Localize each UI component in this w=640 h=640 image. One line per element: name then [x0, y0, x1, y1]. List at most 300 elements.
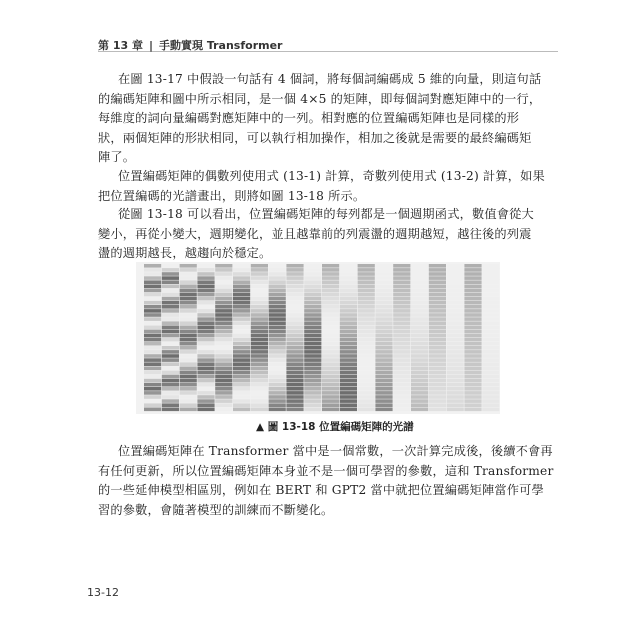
spectrum-cell [269, 362, 286, 366]
spectrum-cell [269, 317, 286, 321]
spectrum-cell [464, 367, 481, 371]
spectrum-cell [251, 280, 268, 284]
spectrum-cell [358, 305, 375, 309]
spectrum-cell [411, 350, 428, 354]
spectrum-cell [162, 403, 179, 407]
spectrum-cell [286, 280, 303, 284]
spectrum-cell [180, 297, 197, 301]
spectrum-cell [447, 280, 464, 284]
spectrum-cell [393, 301, 410, 305]
spectrum-cell [375, 285, 392, 289]
spectrum-cell [322, 342, 339, 346]
spectrum-cell [482, 313, 499, 317]
spectrum-cell [269, 354, 286, 358]
spectrum-cell [162, 326, 179, 330]
spectrum-cell [286, 317, 303, 321]
spectrum-cell [144, 403, 161, 407]
spectrum-cell [180, 301, 197, 305]
spectrum-cell [411, 379, 428, 383]
chapter-number: 第 13 章 [98, 39, 143, 52]
spectrum-cell [304, 395, 321, 399]
spectrum-cell [429, 399, 446, 403]
spectrum-cell [197, 367, 214, 371]
spectrum-cell [482, 317, 499, 321]
spectrum-cell [411, 391, 428, 395]
spectrum-cell [393, 395, 410, 399]
text-line: 在圖 13-17 中假設一句話有 4 個詞，將每個詞編碼成 5 維的向量，則這句話 [118, 72, 542, 86]
spectrum-cell [162, 338, 179, 342]
spectrum-cell [464, 358, 481, 362]
spectrum-cell [340, 399, 357, 403]
spectrum-cell [197, 342, 214, 346]
spectrum-cell [233, 321, 250, 325]
spectrum-cell [358, 276, 375, 280]
spectrum-cell [215, 399, 232, 403]
spectrum-cell [322, 293, 339, 297]
spectrum-cell [322, 379, 339, 383]
spectrum-cell [375, 346, 392, 350]
spectrum-cell [358, 399, 375, 403]
spectrum-cell [358, 354, 375, 358]
spectrum-cell [482, 338, 499, 342]
spectrum-cell [269, 367, 286, 371]
spectrum-cell [233, 350, 250, 354]
spectrum-cell [447, 305, 464, 309]
spectrum-cell [429, 285, 446, 289]
text-line: 的編碼矩陣和圖中所示相同，是一個 4×5 的矩陣，即每個詞對應矩陣中的一行， [98, 91, 542, 106]
spectrum-cell [340, 362, 357, 366]
text-line: 從圖 13-18 可以看出，位置編碼矩陣的每列都是一個週期函式，數值會從大 [118, 207, 534, 221]
spectrum-cell [322, 371, 339, 375]
spectrum-cell [197, 354, 214, 358]
spectrum-cell [358, 403, 375, 407]
spectrum-cell [447, 371, 464, 375]
spectrum-cell [269, 395, 286, 399]
spectrum-cell [233, 264, 250, 268]
spectrum-cell [251, 371, 268, 375]
spectrum-cell [429, 334, 446, 338]
spectrum-cell [358, 264, 375, 268]
spectrum-cell [215, 375, 232, 379]
spectrum-cell [447, 408, 464, 412]
spectrum-cell [375, 362, 392, 366]
spectrum-cell [180, 362, 197, 366]
spectrum-cell [304, 297, 321, 301]
spectrum-cell [464, 403, 481, 407]
spectrum-cell [358, 293, 375, 297]
spectrum-cell [411, 326, 428, 330]
spectrum-cell [340, 317, 357, 321]
spectrum-cell [340, 371, 357, 375]
spectrum-cell [269, 309, 286, 313]
spectrum-cell [180, 330, 197, 334]
spectrum-cell [393, 371, 410, 375]
spectrum-cell [162, 346, 179, 350]
spectrum-cell [197, 309, 214, 313]
spectrum-cell [251, 289, 268, 293]
spectrum-cell [447, 338, 464, 342]
spectrum-cell [304, 346, 321, 350]
spectrum-cell [215, 280, 232, 284]
spectrum-cell [340, 342, 357, 346]
spectrum-cell [215, 268, 232, 272]
spectrum-cell [375, 408, 392, 412]
spectrum-cell [233, 367, 250, 371]
spectrum-cell [304, 317, 321, 321]
spectrum-cell [322, 387, 339, 391]
spectrum-cell [447, 387, 464, 391]
spectrum-cell [251, 285, 268, 289]
spectrum-cell [304, 408, 321, 412]
spectrum-cell [144, 379, 161, 383]
spectrum-cell [269, 264, 286, 268]
spectrum-cell [162, 272, 179, 276]
paragraph-2 [98, 167, 545, 206]
spectrum-cell [162, 399, 179, 403]
spectrum-cell [322, 272, 339, 276]
spectrum-cell [251, 330, 268, 334]
spectrum-cell [197, 403, 214, 407]
spectrum-cell [233, 371, 250, 375]
spectrum-cell [375, 379, 392, 383]
spectrum-cell [358, 321, 375, 325]
spectrum-cell [322, 346, 339, 350]
spectrum-cell [464, 371, 481, 375]
spectrum-cell [464, 280, 481, 284]
spectrum-cell [215, 358, 232, 362]
spectrum-cell [197, 387, 214, 391]
spectrum-cell [393, 387, 410, 391]
spectrum-cell [251, 391, 268, 395]
spectrum-cell [482, 293, 499, 297]
spectrum-cell [144, 367, 161, 371]
spectrum-cell [197, 285, 214, 289]
spectrum-cell [162, 305, 179, 309]
spectrum-cell [304, 371, 321, 375]
spectrum-cell [215, 391, 232, 395]
spectrum-cell [233, 297, 250, 301]
spectrum-cell [180, 408, 197, 412]
spectrum-cell [482, 346, 499, 350]
spectrum-cell [393, 285, 410, 289]
spectrum-cell [269, 358, 286, 362]
spectrum-cell [375, 321, 392, 325]
text-line: 有任何更新，所以位置編碼矩陣本身並不是一個可學習的參數，這和 Transformer [98, 463, 554, 478]
spectrum-cell [375, 375, 392, 379]
spectrum-cell [162, 280, 179, 284]
spectrum-cell [482, 350, 499, 354]
spectrum-cell [482, 276, 499, 280]
spectrum-cell [447, 301, 464, 305]
spectrum-cell [233, 395, 250, 399]
spectrum-cell [322, 280, 339, 284]
spectrum-cell [233, 305, 250, 309]
spectrum-cell [340, 408, 357, 412]
spectrum-cell [180, 317, 197, 321]
spectrum-cell [251, 313, 268, 317]
spectrum-cell [447, 321, 464, 325]
spectrum-cell [358, 297, 375, 301]
spectrum-cell [233, 391, 250, 395]
spectrum-cell [251, 403, 268, 407]
spectrum-cell [251, 408, 268, 412]
spectrum-cell [464, 276, 481, 280]
spectrum-cell [286, 408, 303, 412]
spectrum-cell [269, 326, 286, 330]
spectrum-cell [393, 391, 410, 395]
spectrum-cell [482, 321, 499, 325]
spectrum-cell [464, 408, 481, 412]
spectrum-cell [144, 371, 161, 375]
spectrum-cell [304, 313, 321, 317]
spectrum-cell [180, 379, 197, 383]
spectrum-cell [215, 371, 232, 375]
spectrum-cell [358, 358, 375, 362]
spectrum-cell [322, 354, 339, 358]
spectrum-cell [144, 362, 161, 366]
spectrum-cell [375, 272, 392, 276]
spectrum-cell [180, 387, 197, 391]
spectrum-cell [482, 309, 499, 313]
spectrum-cell [429, 403, 446, 407]
spectrum-cell [464, 334, 481, 338]
spectrum-cell [180, 391, 197, 395]
spectrum-cell [269, 268, 286, 272]
spectrum-cell [233, 338, 250, 342]
spectrum-cell [447, 403, 464, 407]
spectrum-cell [233, 358, 250, 362]
spectrum-cell [482, 403, 499, 407]
spectrum-cell [197, 338, 214, 342]
spectrum-cell [251, 338, 268, 342]
spectrum-cell [340, 379, 357, 383]
spectrum-cell [269, 379, 286, 383]
spectrum-cell [393, 346, 410, 350]
spectrum-cell [197, 293, 214, 297]
spectrum-cell [162, 276, 179, 280]
spectrum-cell [215, 330, 232, 334]
spectrum-cell [375, 289, 392, 293]
text-line: 把位置編碼的光譜畫出，則將如圖 13-18 所示。 [98, 188, 366, 203]
spectrum-cell [447, 391, 464, 395]
spectrum-cell [482, 268, 499, 272]
spectrum-cell [447, 293, 464, 297]
spectrum-cell [251, 301, 268, 305]
spectrum-cell [429, 268, 446, 272]
spectrum-cell [180, 313, 197, 317]
spectrum-cell [286, 346, 303, 350]
spectrum-cell [251, 375, 268, 379]
spectrum-cell [358, 395, 375, 399]
spectrum-cell [322, 321, 339, 325]
spectrum-cell [411, 297, 428, 301]
spectrum-cell [482, 379, 499, 383]
spectrum-cell [144, 272, 161, 276]
spectrum-cell [429, 350, 446, 354]
spectrum-cell [411, 330, 428, 334]
spectrum-cell [464, 289, 481, 293]
spectrum-cell [233, 276, 250, 280]
spectrum-cell [375, 395, 392, 399]
spectrum-cell [411, 293, 428, 297]
spectrum-cell [340, 293, 357, 297]
spectrum-cell [464, 346, 481, 350]
spectrum-cell [162, 387, 179, 391]
spectrum-cell [358, 285, 375, 289]
spectrum-cell [304, 272, 321, 276]
spectrum-cell [411, 399, 428, 403]
spectrum-cell [322, 350, 339, 354]
spectrum-cell [304, 350, 321, 354]
spectrum-cell [322, 309, 339, 313]
spectrum-cell [358, 408, 375, 412]
spectrum-cell [375, 297, 392, 301]
spectrum-cell [197, 375, 214, 379]
spectrum-cell [375, 367, 392, 371]
spectrum-cell [322, 317, 339, 321]
spectrum-cell [429, 391, 446, 395]
spectrum-cell [286, 342, 303, 346]
spectrum-cell [197, 379, 214, 383]
spectrum-cell [197, 358, 214, 362]
spectrum-cell [162, 358, 179, 362]
spectrum-cell [304, 403, 321, 407]
spectrum-cell [269, 383, 286, 387]
spectrum-cell [429, 387, 446, 391]
spectrum-cell [322, 289, 339, 293]
spectrum-cell [286, 272, 303, 276]
spectrum-cell [269, 330, 286, 334]
spectrum-cell [144, 350, 161, 354]
spectrum-cell [162, 317, 179, 321]
spectrum-cell [197, 305, 214, 309]
spectrum-cell [411, 268, 428, 272]
spectrum-cell [286, 350, 303, 354]
spectrum-cell [393, 321, 410, 325]
spectrum-cell [340, 367, 357, 371]
spectrum-cell [286, 375, 303, 379]
spectrum-cell [375, 309, 392, 313]
spectrum-cell [286, 334, 303, 338]
spectrum-cell [482, 342, 499, 346]
spectrum-cell [322, 403, 339, 407]
spectrum-cell [144, 321, 161, 325]
spectrum-cell [358, 326, 375, 330]
spectrum-cell [286, 285, 303, 289]
spectrum-cell [286, 403, 303, 407]
spectrum-cell [233, 342, 250, 346]
spectrum-cell [393, 399, 410, 403]
spectrum-cell [393, 367, 410, 371]
spectrum-cell [322, 367, 339, 371]
spectrum-cell [144, 346, 161, 350]
spectrum-cell [251, 268, 268, 272]
spectrum-cell [233, 289, 250, 293]
spectrum-cell [358, 309, 375, 313]
spectrum-cell [215, 297, 232, 301]
spectrum-cell [322, 358, 339, 362]
page-number: 13-12 [87, 586, 119, 599]
spectrum-cell [464, 350, 481, 354]
spectrum-cell [197, 264, 214, 268]
spectrum-cell [286, 395, 303, 399]
spectrum-cell [393, 268, 410, 272]
spectrum-cell [215, 293, 232, 297]
spectrum-cell [162, 362, 179, 366]
spectrum-cell [251, 297, 268, 301]
spectrum-cell [429, 297, 446, 301]
spectrum-cell [162, 395, 179, 399]
spectrum-cell [393, 293, 410, 297]
spectrum-cell [429, 354, 446, 358]
spectrum-cell [340, 276, 357, 280]
spectrum-cell [286, 289, 303, 293]
spectrum-cell [233, 301, 250, 305]
spectrum-cell [304, 358, 321, 362]
spectrum-cell [482, 408, 499, 412]
spectrum-cell [197, 268, 214, 272]
spectrum-cell [286, 379, 303, 383]
spectrum-cell [215, 313, 232, 317]
spectrum-cell [375, 350, 392, 354]
spectrum-cell [233, 403, 250, 407]
spectrum-cell [180, 309, 197, 313]
spectrum-cell [322, 297, 339, 301]
spectrum-cell [144, 268, 161, 272]
spectrum-cell [144, 317, 161, 321]
spectrum-cell [411, 408, 428, 412]
spectrum-cell [358, 289, 375, 293]
spectrum-cell [393, 338, 410, 342]
spectrum-cell [286, 264, 303, 268]
spectrum-cell [215, 334, 232, 338]
spectrum-cell [447, 272, 464, 276]
spectrum-cell [269, 338, 286, 342]
spectrum-cell [358, 346, 375, 350]
spectrum-cell [304, 367, 321, 371]
spectrum-cell [340, 285, 357, 289]
spectrum-cell [269, 346, 286, 350]
spectrum-cell [286, 391, 303, 395]
spectrum-cell [215, 264, 232, 268]
spectrum-cell [393, 272, 410, 276]
spectrum-cell [162, 285, 179, 289]
spectrum-cell [340, 301, 357, 305]
text-line: 位置編碼矩陣的偶數列使用式 (13-1) 計算，奇數列使用式 (13-2) 計算，如果 [118, 169, 545, 183]
spectrum-cell [393, 354, 410, 358]
spectrum-cell [482, 297, 499, 301]
spectrum-cell [482, 387, 499, 391]
spectrum-cell [162, 367, 179, 371]
spectrum-cell [180, 338, 197, 342]
spectrum-cell [233, 313, 250, 317]
spectrum-cell [447, 395, 464, 399]
spectrum-cell [482, 362, 499, 366]
spectrum-cell [180, 367, 197, 371]
spectrum-cell [429, 408, 446, 412]
spectrum-cell [286, 309, 303, 313]
spectrum-cell [375, 301, 392, 305]
spectrum-cell [251, 387, 268, 391]
spectrum-cell [251, 342, 268, 346]
spectrum-cell [447, 309, 464, 313]
spectrum-cell [233, 280, 250, 284]
spectrum-cell [215, 326, 232, 330]
spectrum-cell [233, 317, 250, 321]
spectrum-cell [482, 280, 499, 284]
spectrum-cell [269, 350, 286, 354]
spectrum-cell [322, 395, 339, 399]
